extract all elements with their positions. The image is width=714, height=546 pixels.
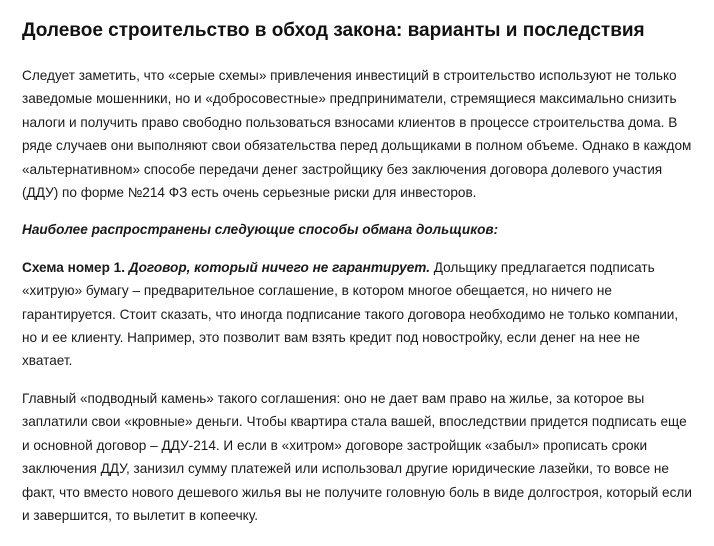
scheme-1-paragraph bbox=[22, 256, 694, 373]
scheme-1-title: Договор, который ничего не гарантирует. bbox=[128, 259, 430, 275]
risk-paragraph: Главный «подводный камень» такого соглашения: оно не дает вам право на жилье, за которое вы заплатили свои «кровные» деньги. Чтобы квартира стала вашей, впоследствии придется подписать еще и основной договор – ДДУ-214. И если в «хитром» договоре застройщик «забыл» прописать сроки заключения ДДУ, занизил сумму платежей или использовал другие юридические лазейки, то вовсе не факт, что вместо нового дешевого жилья вы не получите головную боль в виде долгостроя, который если и завершится, то вылетит в копеечку. bbox=[22, 390, 692, 523]
scheme-1-text: Дольщику предлагается подписать «хитрую» бумагу – предварительное соглашение, в котором многое обещается, но ничего не гарантируется. Стоит сказать, что иногда подписание такого договора необходимо не только компании, но и ее клиенту. Например, это позволит вам взять кредит под новостройку, если денег на нее не хватает. bbox=[22, 259, 679, 369]
article-title: Долевое строительство в обход закона: варианты и последствия bbox=[22, 20, 645, 41]
intro-paragraph: Следует заметить, что «серые схемы» привлечения инвестиций в строительство используют не только заведомые мошенники, но и «добросовестные» предприниматели, стремящиеся максимально снизить налоги и получить право свободно пользоваться взносами клиентов в процессе строительства дома. В ряде случаев они выполняют свои обязательства перед дольщиками в полном объеме. Однако в каждом «альтернативном» способе передачи денег застройщику без заключения договора долевого участия (ДДУ) по форме №214 ФЗ есть очень серьезные риски для инвесторов. bbox=[22, 68, 692, 201]
lead-sentence: Наиболее распространены следующие способы обмана дольщиков: bbox=[22, 222, 499, 238]
scheme-1-label: Схема номер 1. bbox=[22, 259, 126, 275]
